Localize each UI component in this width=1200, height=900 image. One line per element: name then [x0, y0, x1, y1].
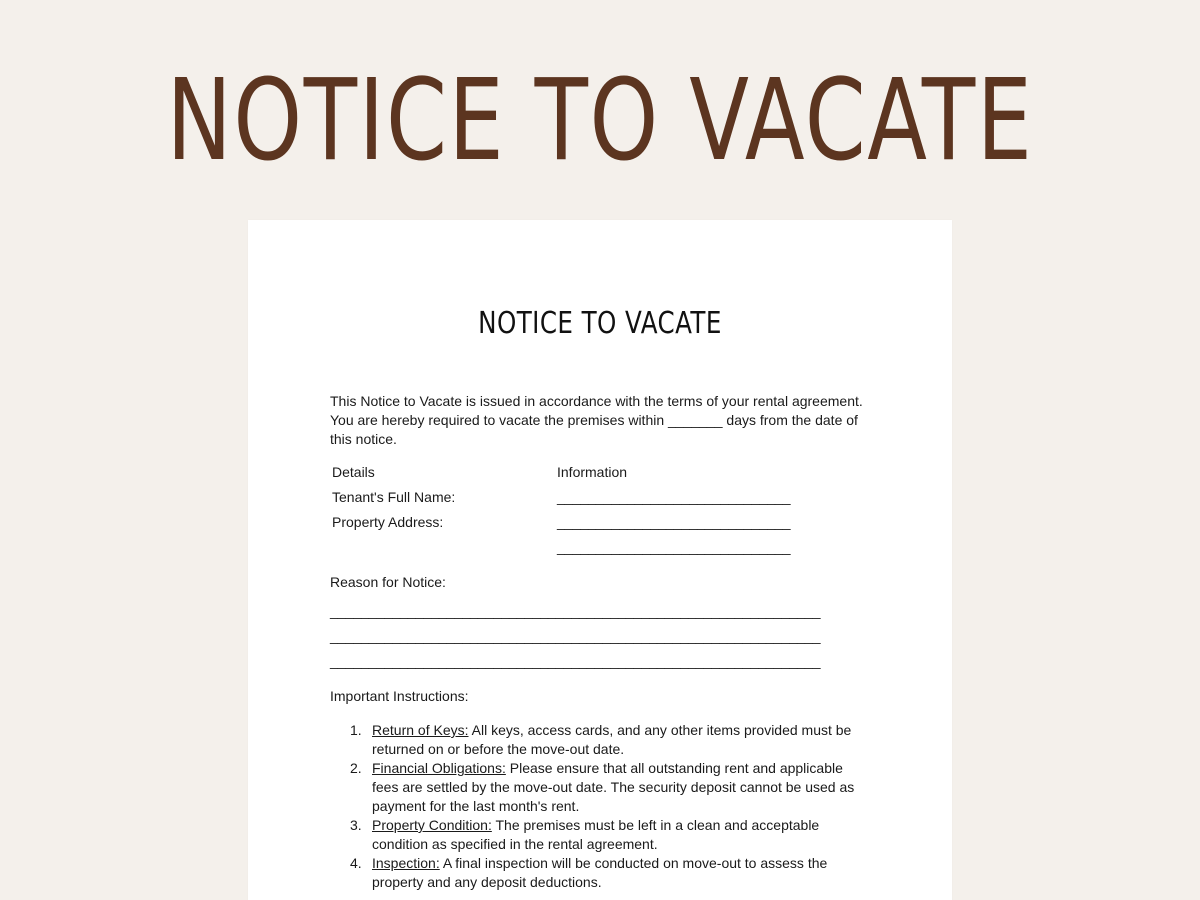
- list-item: [348, 816, 868, 854]
- details-table: [332, 464, 792, 564]
- reason-label: Reason for Notice:: [330, 574, 446, 590]
- item-number: 4.: [350, 855, 362, 871]
- item-term: Financial Obligations:: [372, 760, 506, 776]
- reason-line: _______________________________________________________________: [330, 603, 821, 619]
- item-term: Property Condition:: [372, 817, 492, 833]
- reason-lines: [330, 599, 821, 674]
- property-address-label: Property Address:: [332, 514, 444, 530]
- property-address-blank-2: ______________________________: [557, 539, 791, 555]
- document-page: [248, 220, 952, 900]
- item-number: 1.: [350, 722, 362, 738]
- tenant-name-label: Tenant's Full Name:: [332, 489, 456, 505]
- table-row: [332, 489, 792, 514]
- reason-line: _______________________________________________________________: [330, 653, 821, 669]
- item-number: 2.: [350, 760, 362, 776]
- intro-paragraph: This Notice to Vacate is issued in accordance with the terms of your rental agreement. You are hereby required to vacate the premises within _______ days from the date of this notice.: [330, 393, 863, 447]
- item-text: The premises must be left in a clean and acceptable condition as specified in the rental agreement.: [372, 817, 820, 852]
- table-row: [332, 514, 792, 539]
- item-text: A final inspection will be conducted on move-out to assess the property and any deposit deductions.: [372, 855, 828, 890]
- document-title: NOTICE TO VACATE: [478, 306, 722, 341]
- reason-line: _______________________________________________________________: [330, 628, 821, 644]
- item-text: Please ensure that all outstanding rent and applicable fees are settled by the move-out date. The security deposit cannot be used as payment for the last month's rent.: [372, 760, 855, 814]
- item-term: Return of Keys:: [372, 722, 469, 738]
- item-text: All keys, access cards, and any other items provided must be returned on or before the move-out date.: [372, 722, 852, 757]
- property-address-blank: ______________________________: [557, 514, 791, 530]
- list-item: [348, 721, 868, 759]
- table-header-row: [332, 464, 792, 489]
- table-row: [332, 539, 792, 564]
- item-number: 3.: [350, 817, 362, 833]
- header-information: Information: [557, 464, 628, 480]
- list-item: [348, 854, 868, 892]
- instructions-label: Important Instructions:: [330, 688, 469, 704]
- tenant-name-blank: ______________________________: [557, 489, 791, 505]
- instructions-list: [348, 721, 868, 892]
- header-details: Details: [332, 464, 375, 480]
- item-term: Inspection:: [372, 855, 440, 871]
- list-item: [348, 759, 868, 816]
- hero-title: NOTICE TO VACATE: [166, 56, 1034, 186]
